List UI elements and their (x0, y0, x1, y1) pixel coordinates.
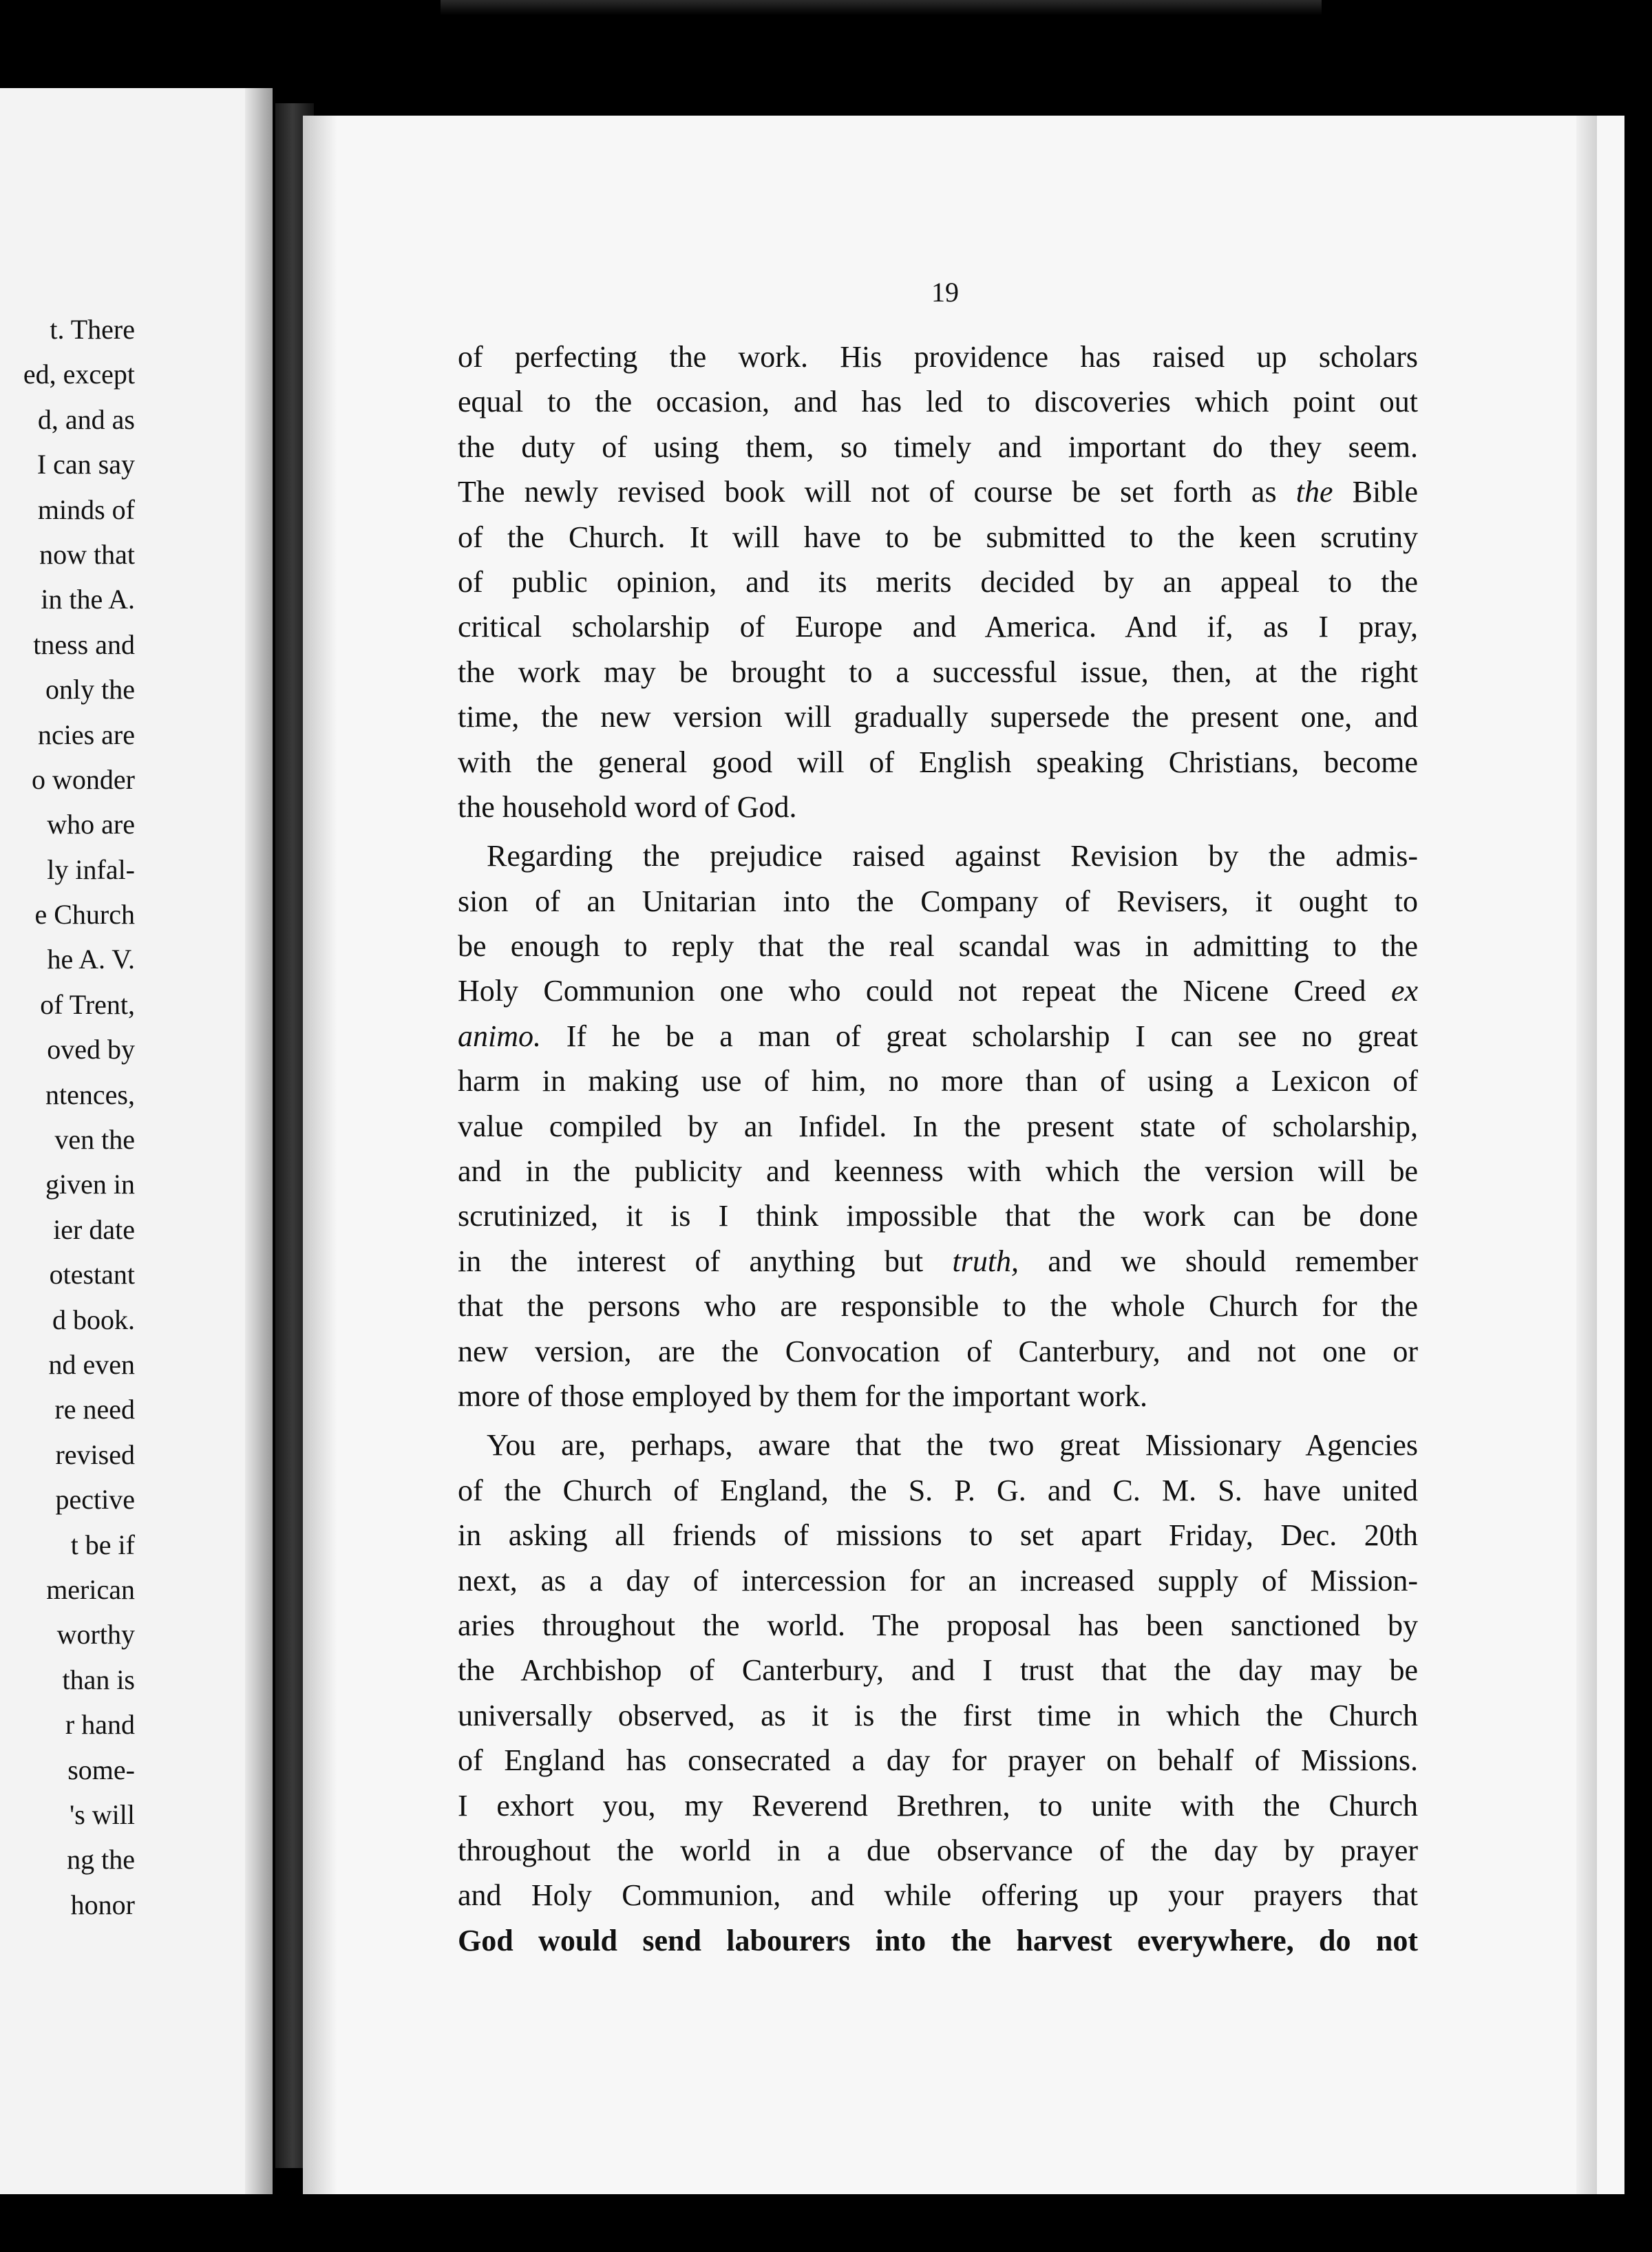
text-run: The newly revised book will not of course be set forth as (458, 475, 1296, 509)
text-line (458, 650, 1418, 694)
left-page-line: tness and (33, 628, 135, 660)
left-page-line: oved by (47, 1034, 135, 1065)
text-line (458, 924, 1418, 968)
left-page-line: re need (54, 1394, 135, 1425)
left-page-line: 's will (70, 1798, 135, 1830)
text-line (458, 785, 1418, 829)
text-run: and Holy Communion, and while offering up your prayers that (458, 1878, 1418, 1913)
text-line (458, 1648, 1418, 1692)
left-page-line: some- (67, 1754, 135, 1785)
bold-text: God would send labourers into the harvest everywhere, do not (458, 1923, 1418, 1957)
text-run: of the Church of England, the S. P. G. and C. M. S. have united (458, 1473, 1418, 1507)
left-page-text (0, 307, 135, 1927)
text-run: harm in making use of him, no more than of using a Lexicon of (458, 1064, 1418, 1098)
text-line (458, 1558, 1418, 1603)
text-line (458, 694, 1418, 739)
italic-text: ex (1390, 974, 1418, 1008)
left-page-line: r hand (65, 1709, 135, 1741)
text-line (458, 1873, 1418, 1918)
left-page-line: minds of (37, 493, 135, 525)
text-line (458, 1738, 1418, 1783)
text-line (458, 1423, 1418, 1467)
left-page-line: of Trent, (40, 988, 135, 1020)
text-line (458, 469, 1418, 514)
text-line (458, 1783, 1418, 1828)
body-text (458, 334, 1418, 1963)
left-page-line: t be if (70, 1529, 135, 1560)
left-page-line: now that (39, 538, 135, 570)
text-run: scrutinized, it is I think impossible that the work can be done (458, 1199, 1418, 1233)
left-page-line: ncies are (37, 719, 135, 750)
left-page-line: otestant (49, 1259, 135, 1290)
italic-text: animo. (458, 1019, 541, 1053)
text-line (458, 968, 1418, 1013)
text-run: in the interest of anything but (458, 1244, 953, 1278)
left-gutter-shadow (245, 88, 273, 2194)
left-page-line: he A. V. (47, 944, 135, 975)
left-page-line: ly infal- (47, 853, 135, 885)
text-run: aries throughout the world. The proposal has been sanctioned by (458, 1608, 1418, 1642)
text-run: of public opinion, and its merits decided by an appeal to the (458, 564, 1418, 599)
text-run: critical scholarship of Europe and America. And if, as I pray, (458, 610, 1418, 644)
left-page-line: I can say (36, 449, 135, 480)
left-page-line: d, and as (37, 403, 135, 435)
text-run: time, the new version will gradually supersede the present one, and (458, 700, 1418, 734)
text-line (458, 1513, 1418, 1558)
text-run: more of those employed by them for the important work. (458, 1379, 1147, 1413)
text-run: be enough to reply that the real scandal was in admitting to the (458, 929, 1418, 964)
text-line (458, 1329, 1418, 1374)
text-line (458, 740, 1418, 785)
text-line (458, 1828, 1418, 1873)
left-page-line: given in (45, 1169, 135, 1200)
left-page-line: e Church (34, 899, 135, 931)
text-run: You are, perhaps, aware that the two great Missionary Agencies (487, 1428, 1418, 1463)
text-line (458, 1284, 1418, 1328)
text-run: sion of an Unitarian into the Company of Revisers, it ought to (458, 884, 1418, 918)
paragraph (458, 334, 1418, 829)
left-page-line: than is (62, 1664, 135, 1695)
left-page-line: revised (55, 1438, 135, 1470)
text-run: the household word of God. (458, 789, 797, 824)
text-line (458, 1374, 1418, 1419)
text-run: that the persons who are responsible to the whole Church for the (458, 1289, 1418, 1324)
text-line (458, 425, 1418, 469)
text-run: of the Church. It will have to be submitted to the keen scrutiny (458, 520, 1418, 554)
left-page-line: ed, except (23, 359, 135, 390)
text-run: in asking all friends of missions to set apart Friday, Dec. 20th (458, 1518, 1418, 1553)
text-line (458, 1014, 1418, 1059)
page-number: 19 (931, 277, 959, 308)
text-run: I exhort you, my Reverend Brethren, to unite with the Church (458, 1788, 1418, 1823)
text-run: and in the publicity and keenness with which the version will be (458, 1154, 1418, 1189)
left-page-line: ng the (67, 1844, 135, 1876)
text-run: of England has consecrated a day for prayer on behalf of Missions. (458, 1743, 1418, 1778)
left-facing-page (0, 88, 273, 2194)
text-run: and we should remember (1019, 1244, 1419, 1278)
text-line (458, 560, 1418, 604)
text-line (458, 1149, 1418, 1193)
left-page-line: ven the (54, 1124, 135, 1156)
italic-text: the (1295, 475, 1333, 509)
text-line (458, 1693, 1418, 1738)
text-line (458, 1104, 1418, 1149)
text-run: If he be a man of great scholarship I can see no great (541, 1019, 1418, 1053)
left-page-line: d book. (52, 1304, 135, 1335)
text-run: next, as a day of intercession for an increased supply of Mission- (458, 1563, 1418, 1597)
right-page-edge (1576, 116, 1597, 2194)
left-page-line: nd even (48, 1348, 135, 1380)
left-page-line: ntences, (45, 1079, 135, 1110)
text-line (458, 1468, 1418, 1513)
text-run: with the general good will of English speaking Christians, become (458, 745, 1418, 779)
text-line (458, 1918, 1418, 1963)
italic-text: truth, (952, 1244, 1019, 1278)
text-line (458, 879, 1418, 924)
top-edge-smudge (441, 0, 1322, 15)
text-run: Bible (1333, 475, 1418, 509)
text-line (458, 833, 1418, 878)
left-page-line: worthy (56, 1619, 135, 1650)
text-line (458, 1603, 1418, 1648)
left-page-line: merican (46, 1573, 135, 1605)
text-run: universally observed, as it is the first time in which the Church (458, 1698, 1418, 1732)
text-run: of perfecting the work. His providence has raised up scholars (458, 340, 1418, 374)
left-page-line: pective (55, 1484, 135, 1516)
paragraph (458, 1423, 1418, 1963)
text-line (458, 379, 1418, 424)
paragraph (458, 833, 1418, 1419)
left-page-line: in the A. (41, 584, 135, 615)
left-page-line: who are (47, 809, 135, 840)
text-run: Holy Communion one who could not repeat the Nicene Creed (458, 974, 1391, 1008)
left-page-line: o wonder (32, 763, 135, 795)
text-run: the work may be brought to a successful issue, then, at the right (458, 655, 1418, 689)
text-line (458, 604, 1418, 649)
left-page-line: t. There (50, 314, 135, 345)
text-line (458, 1059, 1418, 1103)
left-page-line: ier date (53, 1213, 135, 1245)
text-run: value compiled by an Infidel. In the present state of scholarship, (458, 1109, 1418, 1143)
text-run: Regarding the prejudice raised against Revision by the admis- (487, 839, 1418, 873)
text-run: equal to the occasion, and has led to discoveries which point out (458, 385, 1418, 419)
text-run: the duty of using them, so timely and important do they seem. (458, 429, 1418, 464)
text-line (458, 1239, 1418, 1284)
text-line (458, 1193, 1418, 1238)
text-line (458, 515, 1418, 560)
text-run: throughout the world in a due observance of the day by prayer (458, 1833, 1418, 1867)
text-line (458, 334, 1418, 379)
text-run: the Archbishop of Canterbury, and I trust that the day may be (458, 1653, 1418, 1688)
left-page-line: honor (70, 1889, 135, 1920)
text-run: new version, are the Convocation of Canterbury, and not one or (458, 1334, 1418, 1368)
left-page-line: only the (45, 674, 135, 705)
